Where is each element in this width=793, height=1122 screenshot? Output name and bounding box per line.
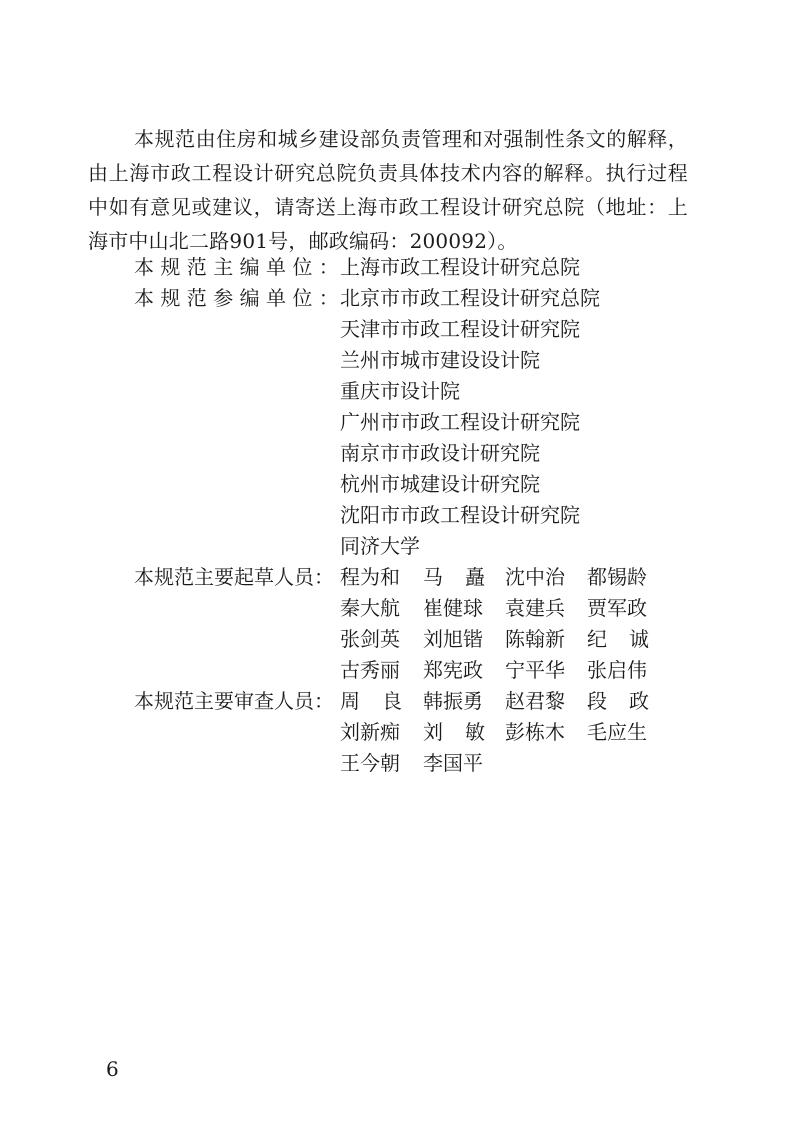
participating-unit: 北京市市政工程设计研究总院 <box>340 286 600 310</box>
drafters-label: 本规范主要起草人员： <box>134 565 334 589</box>
chief-editor-unit: 上海市政工程设计研究总院 <box>340 255 580 279</box>
participating-unit: 天津市市政工程设计研究院 <box>340 317 580 341</box>
page-number: 6 <box>106 1057 119 1081</box>
participating-unit: 重庆市设计院 <box>340 379 460 403</box>
drafter-name: 袁建兵 <box>505 596 565 620</box>
drafter-name: 张剑英 <box>340 627 400 651</box>
chief-editor-label: 本规范主编单位： <box>134 255 346 279</box>
reviewer-name: 周良 <box>340 689 424 713</box>
participating-unit: 南京市市政设计研究院 <box>340 441 540 465</box>
drafter-name: 古秀丽 <box>340 658 400 682</box>
reviewer-name: 段政 <box>587 689 671 713</box>
drafter-name: 宁平华 <box>505 658 565 682</box>
participating-label: 本规范参编单位： <box>134 286 346 310</box>
reviewer-name: 李国平 <box>423 751 483 775</box>
reviewer-name: 韩振勇 <box>423 689 483 713</box>
reviewer-name: 毛应生 <box>587 720 647 744</box>
drafter-name: 纪诚 <box>587 627 671 651</box>
reviewer-name: 赵君黎 <box>505 689 565 713</box>
participating-unit: 沈阳市市政工程设计研究院 <box>340 503 580 527</box>
participating-unit: 同济大学 <box>340 534 420 558</box>
reviewers-label: 本规范主要审查人员： <box>134 689 334 713</box>
participating-unit: 杭州市城建设计研究院 <box>340 472 540 496</box>
drafter-name: 程为和 <box>340 565 400 589</box>
reviewer-name: 彭栋木 <box>505 720 565 744</box>
drafter-name: 贾军政 <box>587 596 647 620</box>
reviewer-name: 刘敏 <box>423 720 507 744</box>
participating-unit: 兰州市城市建设设计院 <box>340 348 540 372</box>
drafter-name: 崔健球 <box>423 596 483 620</box>
drafter-name: 都锡龄 <box>587 565 647 589</box>
intro-paragraph: 本规范由住房和城乡建设部负责管理和对强制性条文的解释，由上海市政工程设计研究总院负责具体技术内容的解释。执行过程中如有意见或建议，请寄送上海市政工程设计研究总院（地址：上海市中山北二路901号，邮政编码：200092）。 <box>88 127 688 253</box>
drafter-name: 秦大航 <box>340 596 400 620</box>
drafter-name: 刘旭锴 <box>423 627 483 651</box>
drafter-name: 陈翰新 <box>505 627 565 651</box>
drafter-name: 沈中治 <box>505 565 565 589</box>
reviewer-name: 王今朝 <box>340 751 400 775</box>
drafter-name: 张启伟 <box>587 658 647 682</box>
participating-unit: 广州市市政工程设计研究院 <box>340 410 580 434</box>
drafter-name: 郑宪政 <box>423 658 483 682</box>
reviewer-name: 刘新痴 <box>340 720 400 744</box>
drafter-name: 马矗 <box>423 565 507 589</box>
